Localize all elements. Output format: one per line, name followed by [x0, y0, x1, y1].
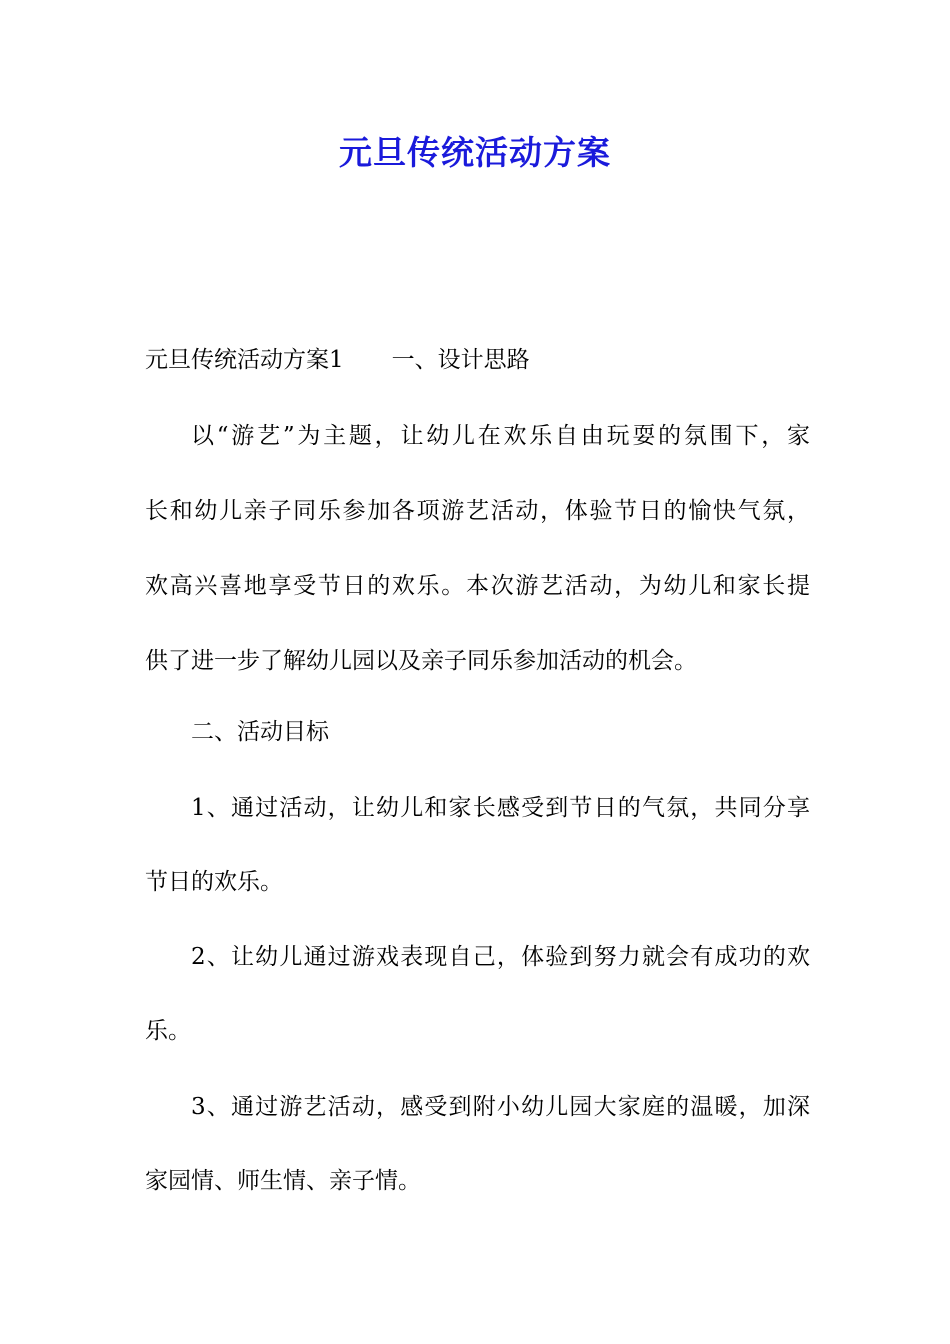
paragraph-line: 供了进一步了解幼儿园以及亲子同乐参加活动的机会。: [145, 648, 697, 674]
goal-2-line: 乐。: [145, 1018, 191, 1044]
section-heading: 元旦传统活动方案1: [145, 347, 344, 373]
paragraph-line: 以“游艺”为主题，让幼儿在欢乐自由玩耍的氛围下，家: [191, 423, 810, 449]
goal-2-line: 2、让幼儿通过游戏表现自己，体验到努力就会有成功的欢: [191, 944, 810, 970]
paragraph-line: 欢高兴喜地享受节日的欢乐。本次游艺活动，为幼儿和家长提: [145, 573, 810, 599]
goal-3-line: 家园情、师生情、亲子情。: [145, 1168, 421, 1194]
document-title: 元旦传统活动方案: [339, 133, 611, 172]
section-heading-line: [145, 345, 810, 375]
section-1-title: 一、设计思路: [391, 347, 530, 373]
goal-1-line: 节日的欢乐。: [145, 869, 283, 895]
section-2-title: 二、活动目标: [191, 719, 329, 745]
goal-3-line: 3、通过游艺活动，感受到附小幼儿园大家庭的温暖，加深: [191, 1094, 810, 1120]
paragraph-line: 长和幼儿亲子同乐参加各项游艺活动，体验节日的愉快气氛，: [145, 498, 810, 524]
goal-1-line: 1、通过活动，让幼儿和家长感受到节日的气氛，共同分享: [191, 795, 810, 821]
